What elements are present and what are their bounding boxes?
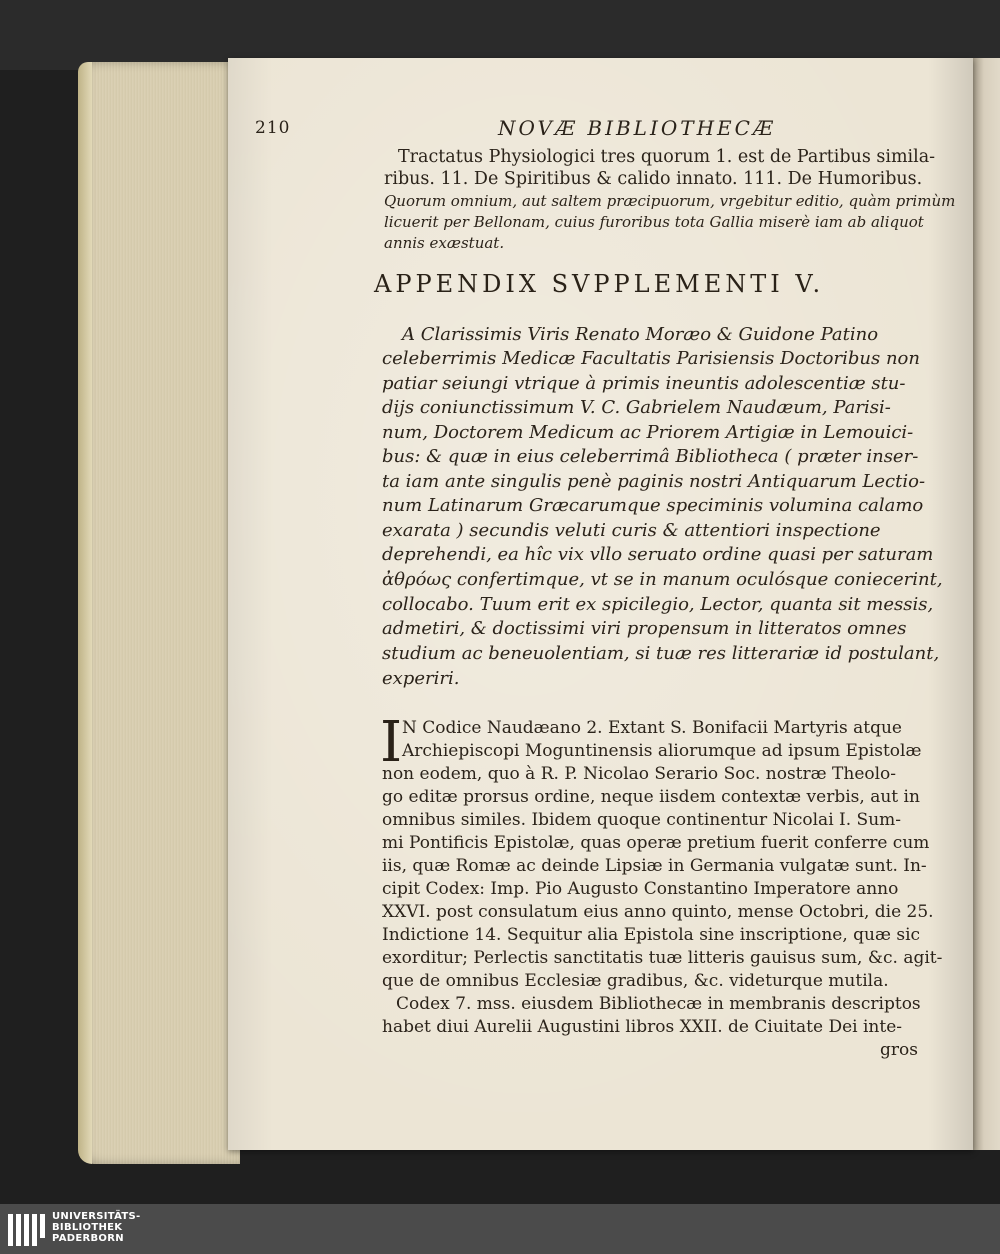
top-italic-line: Quorum omnium, aut saltem præcipuorum, vrgebitur editio, quàm primùm: [384, 192, 956, 210]
book-fore-edge: [80, 62, 240, 1164]
body-line: omnibus similes. Ibidem quoque continentur Nicolai I. Sum-: [382, 810, 902, 830]
body-line: mi Pontificis Epistolæ, quas operæ pretium fuerit conferre cum: [382, 833, 930, 853]
body-line: iis, quæ Romæ ac deinde Lipsiæ in Germania vulgatæ sunt. In-: [382, 856, 927, 876]
library-name: [52, 1211, 141, 1244]
intro-line: num, Doctorem Medicum ac Priorem Artigiæ in Lemouici-: [382, 422, 914, 443]
body-line: cipit Codex: Imp. Pio Augusto Constantino Imperatore anno: [382, 879, 899, 899]
intro-line: admetiri, & doctissimi viri propensum in litteratos omnes: [382, 618, 907, 639]
page-number: 210: [255, 118, 291, 138]
body-line: exorditur; Perlectis sanctitatis tuæ litteris gauisus sum, &c. agit-: [382, 948, 943, 968]
body-line: que de omnibus Ecclesiæ gradibus, &c. videturque mutila.: [382, 971, 889, 991]
top-line: Tractatus Physiologici tres quorum 1. est de Partibus simila-: [398, 147, 936, 167]
body-line: go editæ prorsus ordine, neque iisdem contextæ verbis, aut in: [382, 787, 920, 807]
library-footer: [0, 1204, 1000, 1254]
book-cover-edge: [78, 62, 92, 1164]
library-logo-icon: [8, 1214, 44, 1246]
intro-line: deprehendi, ea hîc vix vllo seruato ordine quasi per saturam: [382, 544, 934, 565]
library-name-line: PADERBORN: [52, 1233, 124, 1244]
body-line: Indictione 14. Sequitur alia Epistola sine inscriptione, quæ sic: [382, 925, 921, 945]
top-line: ribus. 11. De Spiritibus & calido innato. 111. De Humoribus.: [384, 169, 923, 189]
top-italic-line: annis exæstuat.: [384, 234, 505, 252]
intro-line: A Clarissimis Viris Renato Moræo & Guidone Patino: [402, 324, 879, 345]
body-line: XXVI. post consulatum eius anno quinto, mense Octobri, die 25.: [382, 902, 934, 922]
body-line: Codex 7. mss. eiusdem Bibliothecæ in membranis descriptos: [396, 994, 921, 1014]
intro-line: collocabo. Tuum erit ex spicilegio, Lector, quanta sit messis,: [382, 594, 934, 615]
top-italic-line: licuerit per Bellonam, cuius furoribus tota Gallia miserè iam ab aliquot: [384, 213, 924, 231]
intro-line: exarata ) secundis veluti curis & attentiori inspectione: [382, 520, 881, 541]
body-line: non eodem, quo à R. P. Nicolao Serario Soc. nostræ Theolo-: [382, 764, 897, 784]
body-line: habet diui Aurelii Augustini libros XXII. de Ciuitate Dei inte-: [382, 1017, 903, 1037]
intro-line: experiri.: [382, 668, 460, 689]
appendix-title: APPENDIX SVPPLEMENTI V.: [374, 270, 825, 298]
intro-line: celeberrimis Medicæ Facultatis Parisiensis Doctoribus non: [382, 348, 920, 369]
library-name-line: UNIVERSITÄTS-: [52, 1211, 141, 1222]
drop-cap: I: [380, 710, 403, 775]
intro-line: studium ac beneuolentiam, si tuæ res litterariæ id postulant,: [382, 643, 940, 664]
intro-line: dijs coniunctissimum V. C. Gabrielem Naudæum, Parisi-: [382, 397, 891, 418]
intro-line: patiar seiungi vtrique à primis ineuntis adolescentiæ stu-: [382, 373, 906, 394]
body-line: N Codice Naudæano 2. Extant S. Bonifacii Martyris atque: [402, 718, 902, 738]
intro-line: ἀθρόως confertimque, vt se in manum oculósque coniecerint,: [382, 569, 943, 590]
library-name-line: BIBLIOTHEK: [52, 1222, 123, 1233]
body-line: Archiepiscopi Moguntinensis aliorumque ad ipsum Epistolæ: [402, 741, 922, 761]
catchword: gros: [880, 1040, 918, 1060]
intro-line: num Latinarum Græcarumque speciminis volumina calamo: [382, 495, 924, 516]
intro-line: bus: & quæ in eius celeberrimâ Bibliotheca ( præter inser-: [382, 446, 919, 467]
running-head: NOVÆ BIBLIOTHECÆ: [498, 116, 776, 140]
intro-line: ta iam ante singulis penè paginis nostri Antiquarum Lectio-: [382, 471, 926, 492]
